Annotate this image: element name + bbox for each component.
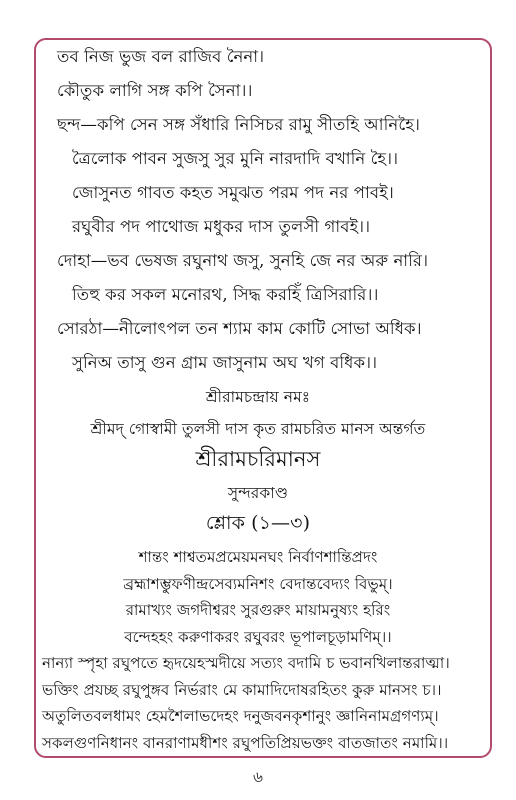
verse-line: ত্রৈলোক পাবন সুজসু সুর মুনি নারদাদি বখানি হৈ।।: [72, 149, 399, 168]
shloka-line: রামাখ্যং জগদীশ্বরং সুরগুরুং মায়ামনুষ্যং হরিং: [125, 601, 391, 619]
subtitle: শ্রীমদ্ গোস্বামী তুলসী দাস কৃত রামচরিত মানস অন্তর্গত: [90, 420, 426, 438]
kanda-title: সুন্দরকাণ্ড: [227, 484, 289, 502]
shloka-line: সকলগুণনিধানং বানরাণামধীশং রঘুপতিপ্রিয়ভক্তং বাতজাতং নমামি।।: [42, 733, 449, 752]
shloka-heading: শ্লোক (১—৩): [205, 512, 311, 534]
verse-line: কৌতুক লাগি সঙ্গ কপি সৈনা।।: [57, 81, 253, 100]
verse-line: জোসুনত গাবত কহত সমুঝত পরম পদ নর পাবই।: [72, 183, 394, 202]
invocation: শ্রীরামচন্দ্রায় নমঃ: [205, 388, 311, 406]
page-number: ৬: [253, 768, 263, 786]
shloka-line: শান্তং শাশ্বতমপ্রমেয়মনঘং নির্বাণশান্তিপ্রদং: [138, 548, 378, 566]
verse-line: সোরঠা—নীলোৎপল তন শ্যাম কাম কোটি সোভা অধিক।: [57, 319, 422, 338]
verse-line: তিহু কর সকল মনোরথ, সিদ্ধ করহিঁ ত্রিসিরারি।।: [72, 285, 379, 304]
shloka-line: ব্রহ্মাশম্ভুফণীন্দ্রসেব্যমনিশং বেদান্তবেদ্যং বিভুম্।: [123, 574, 393, 593]
shloka-line: অতুলিতবলধামং হেমশৈলাভদেহং দনুজবনকৃশানুং জ্ঞানিনামগ্রগণ্যম্।: [42, 707, 439, 725]
page-title: শ্রীরামচরিমানস: [195, 447, 321, 471]
verse-line: ছন্দ—কপি সেন সঙ্গ সঁধারি নিসিচর রামু সীতহি আনিহৈ।: [57, 115, 421, 134]
verse-line: সুনিঅ তাসু গুন গ্রাম জাসুনাম অঘ খগ বধিক।।: [72, 353, 378, 372]
shloka-line: নান্যা স্পৃহা রঘুপতে হৃদয়েহস্মদীয়ে সত্যং বদামি চ ভবানখিলান্তরাত্মা।: [42, 654, 450, 672]
verse-line: দোহা—ভব ভেষজ রঘুনাথ জসু, সুনহি জে নর অরু নারি।: [57, 251, 429, 270]
shloka-line: ভক্তিং প্রযচ্ছ রঘুপুঙ্গব নির্ভরাং মে কামাদিদোষরহিতং কুরু মানসং চ।।: [42, 680, 442, 699]
verse-line: রঘুবীর পদ পাথোজ মধুকর দাস তুলসী গাবই।।: [72, 217, 371, 236]
verse-line: তব নিজ ভুজ বল রাজিব নৈনা।: [57, 47, 265, 66]
shloka-line: বন্দেহহং করুণাকরং রঘুবরং ভূপালচূড়ামণিম্।।: [124, 627, 392, 646]
